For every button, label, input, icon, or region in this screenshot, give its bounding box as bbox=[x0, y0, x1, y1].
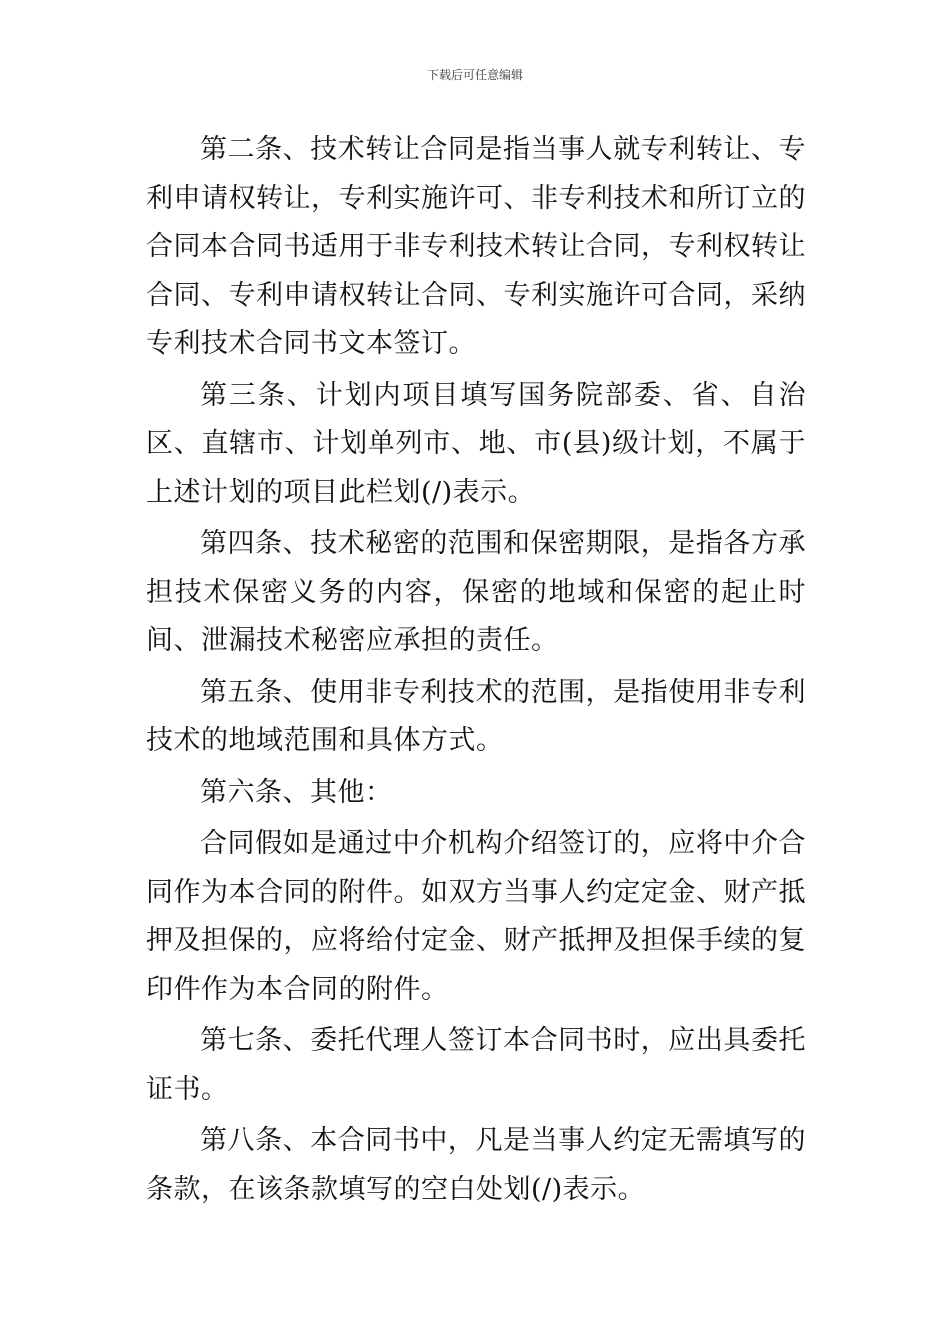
article-5-paragraph: 第五条、使用非专利技术的范围，是指使用非专利技术的地域范围和具体方式。 bbox=[146, 676, 806, 756]
article-6-heading: 第六条、其他： bbox=[200, 776, 393, 808]
article-3-paragraph: 第三条、计划内项目填写国务院部委、省、自治区、直辖市、计划单列市、地、市(县)级计划，不属于上述计划的项目此栏划(/)表示。 bbox=[146, 379, 806, 508]
document-body bbox=[146, 126, 806, 1217]
article-6-paragraph: 合同假如是通过中介机构介绍签订的，应将中介合同作为本合同的附件。如双方当事人约定定金、财产抵押及担保的，应将给付定金、财产抵押及担保手续的复印件作为本合同的附件。 bbox=[146, 828, 806, 1005]
article-7-paragraph: 第七条、委托代理人签订本合同书时，应出具委托证书。 bbox=[146, 1025, 806, 1105]
article-8-paragraph: 第八条、本合同书中，凡是当事人约定无需填写的条款，在该条款填写的空白处划(/)表示。 bbox=[146, 1125, 806, 1205]
article-2-paragraph: 第二条、技术转让合同是指当事人就专利转让、专利申请权转让，专利实施许可、非专利技术和所订立的合同本合同书适用于非专利技术转让合同，专利权转让合同、专利申请权转让合同、专利实施许可合同，采纳专利技术合同书文本签订。 bbox=[146, 134, 806, 359]
article-4-paragraph: 第四条、技术秘密的范围和保密期限，是指各方承担技术保密义务的内容，保密的地域和保密的起止时间、泄漏技术秘密应承担的责任。 bbox=[146, 528, 806, 656]
header-note: 下载后可任意编辑 bbox=[426, 68, 523, 82]
